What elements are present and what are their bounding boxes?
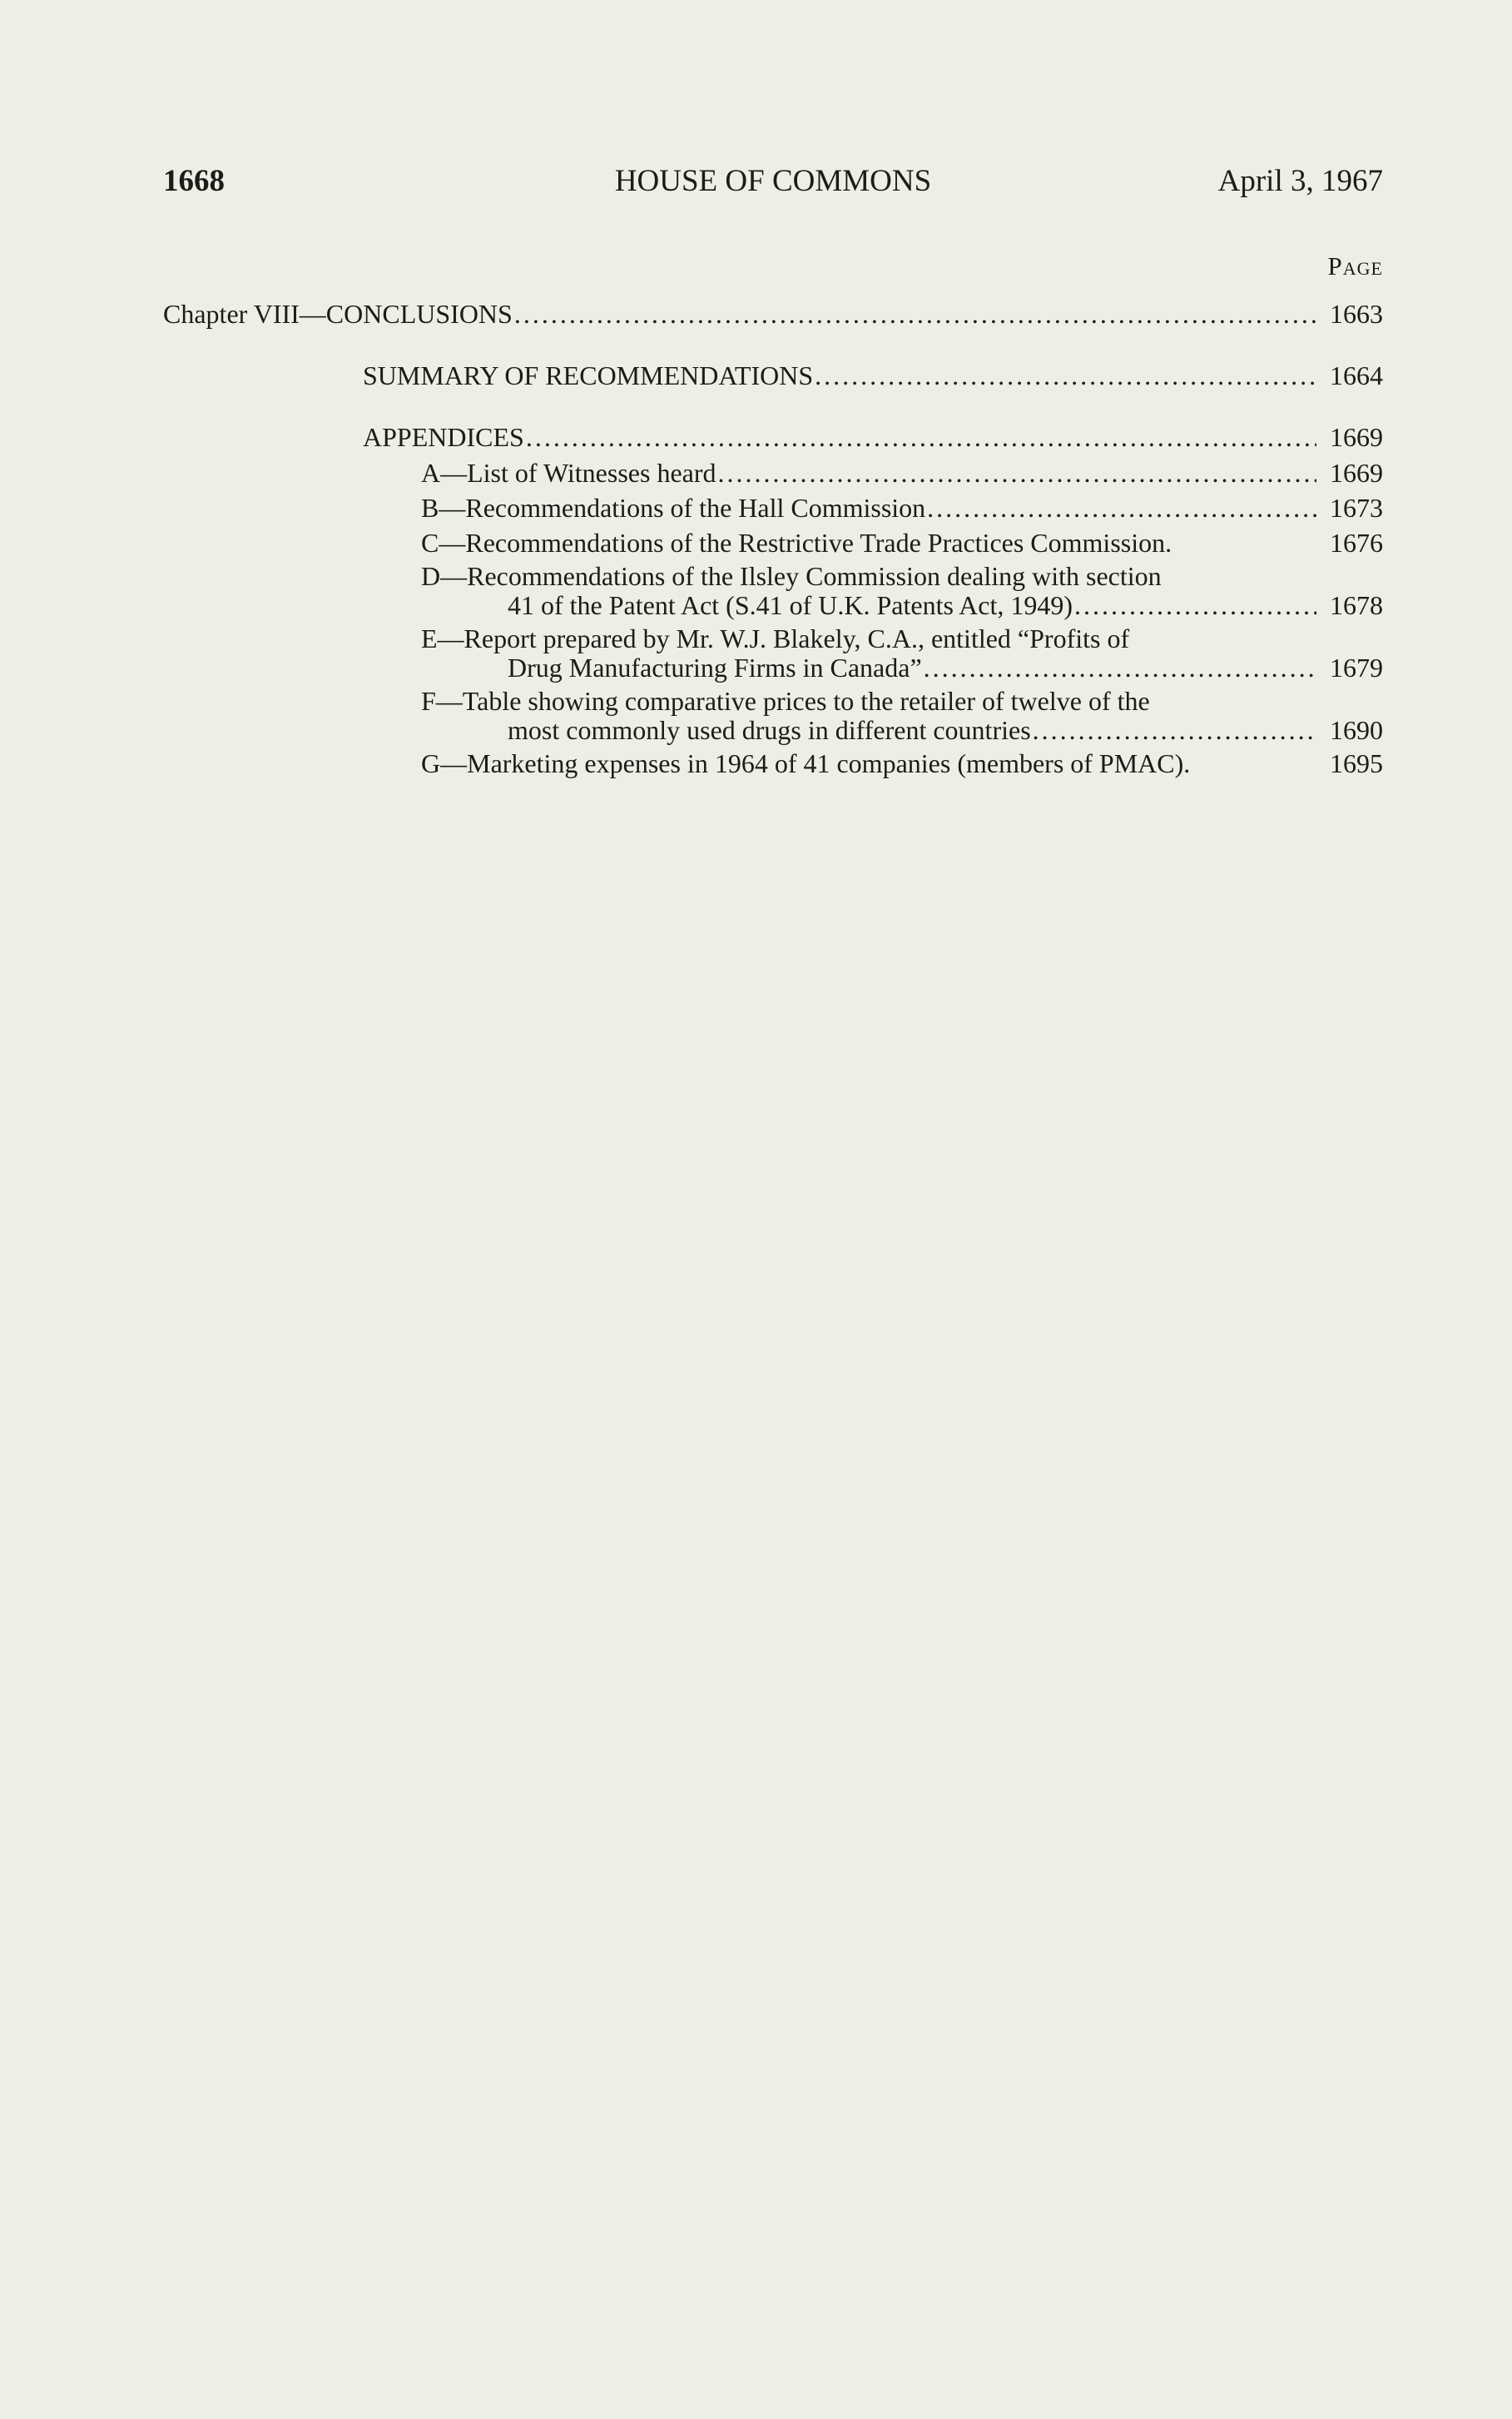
toc-entry-page: 1664 (1330, 360, 1383, 390)
toc-entry-label: Chapter VIII—CONCLUSIONS (163, 299, 513, 329)
toc-entry-page: 1669 (1330, 422, 1383, 452)
toc-entry-label: A—List of Witnesses heard (421, 458, 716, 488)
toc-entry-label: SUMMARY OF RECOMMENDATIONS (363, 360, 814, 390)
toc-appendix-f (508, 716, 1383, 744)
toc-entry-label: most commonly used drugs in different countries (508, 715, 1031, 745)
toc-entry-summary (363, 361, 1383, 390)
toc-entry-label: APPENDICES (363, 422, 524, 452)
dot-leader (718, 459, 1317, 487)
toc-appendix-e (508, 653, 1383, 682)
dot-leader (1033, 716, 1316, 744)
toc-appendix-g (421, 749, 1383, 777)
toc-appendix-d-line1: D—Recommendations of the Ilsley Commission dealing with section (421, 561, 1162, 591)
toc-entry-page: 1669 (1330, 458, 1383, 488)
toc-appendix-a (421, 459, 1383, 487)
toc-appendix-e-line1: E—Report prepared by Mr. W.J. Blakely, C.A., entitled “Profits of (421, 623, 1130, 653)
page-number: 1668 (163, 164, 225, 198)
toc-appendix-f-line1: F—Table showing comparative prices to the retailer of twelve of the (421, 686, 1150, 716)
running-head (163, 163, 1383, 200)
toc-entry-page: 1676 (1330, 528, 1383, 558)
dot-leader (924, 653, 1316, 682)
dot-leader (1074, 591, 1316, 619)
toc-entry-label: G—Marketing expenses in 1964 of 41 companies (members of PMAC). (421, 748, 1191, 778)
page-column-label: Page (1327, 251, 1383, 281)
toc-entry-chapter (163, 300, 1383, 328)
dot-leader (514, 300, 1316, 328)
toc-appendix-d (508, 591, 1383, 619)
toc-entry-label: B—Recommendations of the Hall Commission (421, 493, 926, 523)
toc-entry-appendices (363, 423, 1383, 451)
publication-title: HOUSE OF COMMONS (614, 164, 932, 198)
toc-entry-page: 1695 (1330, 748, 1383, 778)
toc-entry-label: Drug Manufacturing Firms in Canada” (508, 653, 922, 683)
toc-entry-page: 1663 (1330, 299, 1383, 329)
toc-appendix-c (421, 529, 1383, 557)
publication-date: April 3, 1967 (1217, 164, 1383, 198)
dot-leader (927, 494, 1316, 522)
toc-entry-page: 1679 (1330, 653, 1383, 683)
toc-entry-page: 1678 (1330, 590, 1383, 620)
toc-entry-page: 1690 (1330, 715, 1383, 745)
toc-entry-label: C—Recommendations of the Restrictive Trade Practices Commission. (421, 528, 1172, 558)
toc-appendix-b (421, 494, 1383, 522)
toc-entry-page: 1673 (1330, 493, 1383, 523)
dot-leader (526, 423, 1316, 451)
dot-leader (815, 361, 1316, 390)
toc-entry-label: 41 of the Patent Act (S.41 of U.K. Patents Act, 1949) (508, 590, 1073, 620)
